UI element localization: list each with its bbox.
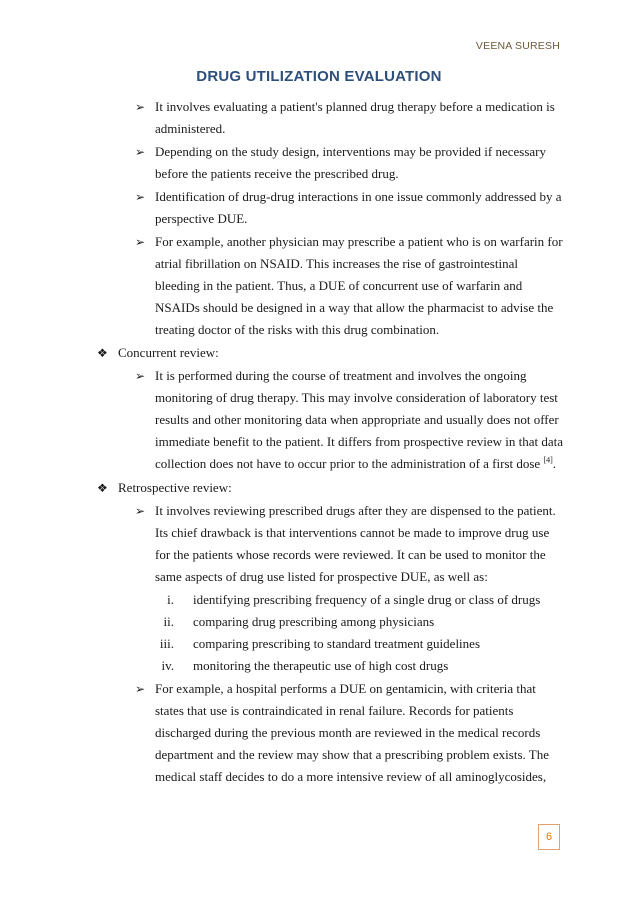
diamond-bullet-icon: ❖: [97, 346, 108, 360]
text-line: [155, 456, 556, 472]
text-line: monitoring of drug therapy. This may involve consideration of laboratory test: [155, 390, 558, 405]
text-line: bleeding in the patient. Thus, a DUE of concurrent use of warfarin and: [155, 278, 523, 293]
arrow-bullet-icon: ➢: [135, 190, 146, 204]
text-line: immediate benefit to the patient. It differs from prospective review in that data: [155, 434, 564, 449]
diamond-bullet-icon: ❖: [97, 481, 108, 495]
arrow-bullet-icon: ➢: [135, 100, 146, 114]
citation: [4]: [543, 455, 553, 465]
list-numeral: ii.: [163, 614, 174, 629]
text-line: perspective DUE.: [155, 211, 248, 226]
text-line: NSAIDs should be designed in a way that allow the pharmacist to advise the: [155, 300, 554, 315]
text-line: before the patients receive the prescribed drug.: [155, 166, 399, 181]
text-line: atrial fibrillation on NSAID. This increases the rise of gastrointestinal: [155, 256, 518, 271]
text-line: department and the review may show that a prescribing problem exists. The: [155, 747, 549, 762]
text-line: It involves evaluating a patient's planned drug therapy before a medication is: [155, 99, 555, 114]
text-line: administered.: [155, 121, 226, 136]
list-numeral: iii.: [159, 636, 174, 651]
section-heading: Retrospective review:: [118, 480, 232, 495]
arrow-bullet-icon: ➢: [135, 235, 146, 249]
text-line: medical staff decides to do a more intensive review of all aminoglycosides,: [155, 769, 547, 784]
text-line: states that use is contraindicated in renal failure. Records for patients: [155, 703, 514, 718]
page-title: DRUG UTILIZATION EVALUATION: [196, 68, 442, 85]
section-heading: Concurrent review:: [118, 345, 219, 360]
text-span: collection does not have to occur prior to the administration of a first dose: [155, 456, 544, 471]
period: .: [552, 456, 557, 471]
arrow-bullet-icon: ➢: [135, 504, 146, 518]
list-numeral: i.: [167, 592, 174, 607]
text-line: For example, a hospital performs a DUE on gentamicin, with criteria that: [155, 681, 536, 696]
arrow-bullet-icon: ➢: [135, 369, 146, 383]
page-number: 6: [538, 824, 560, 850]
text-line: It is performed during the course of treatment and involves the ongoing: [155, 368, 527, 383]
text-line: For example, another physician may prescribe a patient who is on warfarin for: [155, 234, 563, 249]
arrow-bullet-icon: ➢: [135, 682, 146, 696]
text-line: discharged during the previous month are reviewed in the medical records: [155, 725, 541, 740]
list-item: comparing prescribing to standard treatment guidelines: [193, 636, 480, 651]
text-line: for the patients whose records were reviewed. It can be used to monitor the: [155, 547, 546, 562]
list-item: identifying prescribing frequency of a single drug or class of drugs: [193, 592, 541, 607]
text-line: Identification of drug-drug interactions in one issue commonly addressed by a: [155, 189, 562, 204]
list-numeral: iv.: [161, 658, 174, 673]
text-line: results and other monitoring data when appropriate and usually does not offer: [155, 412, 559, 427]
arrow-bullet-icon: ➢: [135, 145, 146, 159]
list-item: comparing drug prescribing among physicians: [193, 614, 435, 629]
text-line: same aspects of drug use listed for prospective DUE, as well as:: [155, 569, 488, 584]
text-line: treating doctor of the risks with this drug combination.: [155, 322, 440, 337]
text-line: It involves reviewing prescribed drugs after they are dispensed to the patient.: [155, 503, 556, 518]
text-line: Depending on the study design, interventions may be provided if necessary: [155, 144, 546, 159]
text-line: Its chief drawback is that interventions cannot be made to improve drug use: [155, 525, 550, 540]
header-author: VEENA SURESH: [475, 40, 560, 52]
list-item: monitoring the therapeutic use of high cost drugs: [193, 658, 449, 673]
